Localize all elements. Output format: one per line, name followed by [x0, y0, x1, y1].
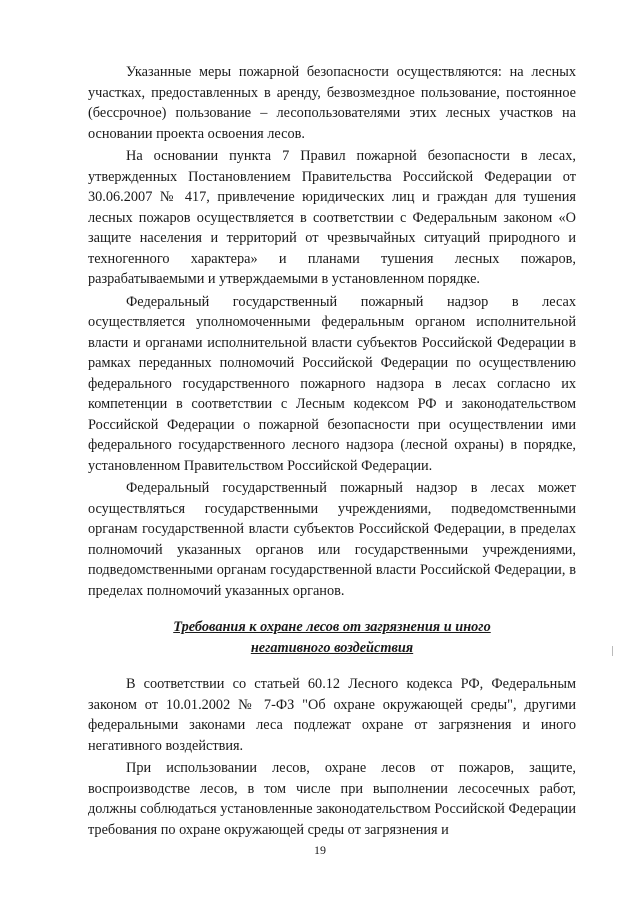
paragraph-fire-rules-point-7: На основании пункта 7 Правил пожарной безопасности в лесах, утвержденных Постановлением Правительства Российской Федерации от 30.06.2007 № 417, привлечение юридических лиц и граждан для тушения лесных пожаров осуществляется в соответствии с Федеральным законом «О защите населения и территорий от чрезвычайных ситуаций природного и техногенного характера» и планами тушения лесных пожаров, разрабатываемыми и утверждаемыми в установленном порядке. — [88, 148, 576, 287]
paragraph-forest-use-requirements: При использовании лесов, охране лесов от пожаров, защите, воспроизводстве лесов, в том числе при выполнении лесосечных работ, должны соблюдаться установленные законодательством Российской Федерации требования по охране окружающей среды от загрязнения и — [88, 760, 576, 838]
document-body — [88, 62, 576, 840]
section-heading-line-2: негативного воздействия — [250, 639, 414, 656]
page-number: 19 — [314, 843, 326, 857]
section-heading — [88, 617, 576, 658]
scan-mark — [612, 646, 613, 656]
paragraph-fire-safety-measures: Указанные меры пожарной безопасности осуществляются: на лесных участках, предоставленных в аренду, безвозмездное пользование, постоянное (бессрочное) пользование – лесопользователями этих лесных участков на основании проекта освоения лесов. — [88, 64, 576, 142]
paragraph-fire-supervision: Федеральный государственный пожарный надзор в лесах осуществляется уполномоченными федеральным органом исполнительной власти и органами исполнительной власти субъектов Российской Федерации в рамках переданных полномочий Российской Федерации по осуществлению федерального государственного пожарного надзора в лесах согласно их компетенции в соответствии с Лесным кодексом РФ и законодательством Российской Федерации о пожарной безопасности при осуществлении ими федерального государственного лесного надзора (лесной охраны) в порядке, установленном Правительством Российской Федерации. — [88, 293, 576, 474]
section-heading-line-1: Требования к охране лесов от загрязнения и иного — [173, 619, 491, 635]
paragraph-fire-supervision-institutions: Федеральный государственный пожарный надзор в лесах может осуществляться государственными учреждениями, подведомственными органам государственной власти субъектов Российской Федерации, в пределах полномочий указанных органов или государственными учреждениями, подведомственными органам государственной власти Российской Федерации, в пределах полномочий указанных органов. — [88, 480, 576, 599]
paragraph-forest-code-article: В соответствии со статьей 60.12 Лесного кодекса РФ, Федеральным законом от 10.01.2002 № 7-ФЗ "Об охране окружающей среды", другими федеральными законами леса подлежат охране от загрязнения и иного негативного воздействия. — [88, 676, 576, 754]
